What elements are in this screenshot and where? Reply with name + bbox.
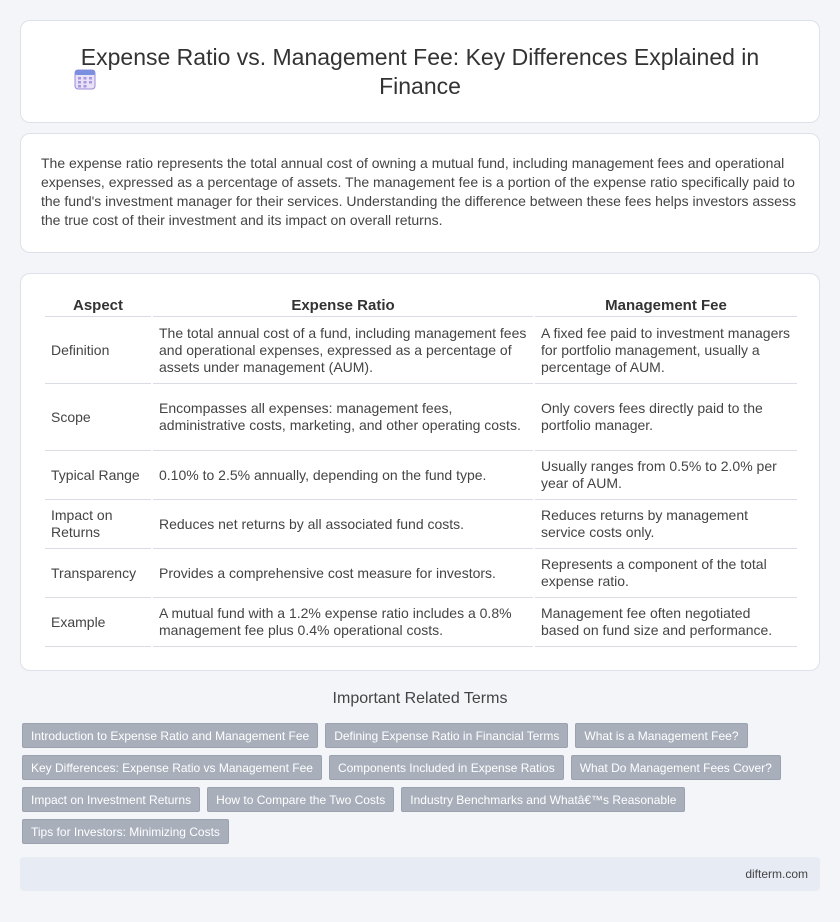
aspect-cell: Example <box>45 598 151 647</box>
related-term-tag[interactable]: Key Differences: Expense Ratio vs Management Fee <box>22 755 322 780</box>
related-terms-title: Important Related Terms <box>332 690 508 707</box>
expense-ratio-cell: Encompasses all expenses: management fees, administrative costs, marketing, and other operating costs. <box>153 384 533 451</box>
related-term-tag[interactable]: What Do Management Fees Cover? <box>571 755 781 780</box>
column-header-management-fee: Management Fee <box>535 294 797 317</box>
management-fee-cell: Management fee often negotiated based on fund size and performance. <box>535 598 797 647</box>
management-fee-cell: Reduces returns by management service costs only. <box>535 500 797 549</box>
footer-site-link[interactable]: difterm.com <box>745 867 808 881</box>
aspect-cell: Scope <box>45 384 151 451</box>
aspect-cell: Typical Range <box>45 451 151 500</box>
related-terms-list <box>0 723 840 844</box>
management-fee-cell: Usually ranges from 0.5% to 2.0% per year of AUM. <box>535 451 797 500</box>
table-header-row <box>45 294 797 317</box>
table-row <box>45 598 797 647</box>
expense-ratio-cell: A mutual fund with a 1.2% expense ratio includes a 0.8% management fee plus 0.4% operational costs. <box>153 598 533 647</box>
table-row <box>45 549 797 598</box>
related-term-tag[interactable]: How to Compare the Two Costs <box>207 787 394 812</box>
management-fee-cell: Only covers fees directly paid to the portfolio manager. <box>535 384 797 451</box>
table-row <box>45 384 797 451</box>
expense-ratio-cell: The total annual cost of a fund, including management fees and operational expenses, expressed as a percentage of assets under management (AUM). <box>153 317 533 384</box>
comparison-card <box>20 273 820 671</box>
aspect-cell: Transparency <box>45 549 151 598</box>
expense-ratio-cell: 0.10% to 2.5% annually, depending on the fund type. <box>153 451 533 500</box>
header-card <box>20 20 820 123</box>
footer <box>20 857 820 891</box>
related-term-tag[interactable]: Impact on Investment Returns <box>22 787 200 812</box>
table-row <box>45 317 797 384</box>
column-header-expense-ratio: Expense Ratio <box>153 294 533 317</box>
expense-ratio-cell: Provides a comprehensive cost measure for investors. <box>153 549 533 598</box>
aspect-cell: Definition <box>45 317 151 384</box>
management-fee-cell: Represents a component of the total expense ratio. <box>535 549 797 598</box>
related-term-tag[interactable]: Components Included in Expense Ratios <box>329 755 564 780</box>
intro-card <box>20 133 820 253</box>
page-title: Expense Ratio vs. Management Fee: Key Differences Explained in Finance <box>80 43 760 99</box>
table-row <box>45 500 797 549</box>
calendar-grid-icon <box>73 67 97 91</box>
related-term-tag[interactable]: Industry Benchmarks and Whatâ€™s Reasonable <box>401 787 685 812</box>
related-term-tag[interactable]: What is a Management Fee? <box>575 723 747 748</box>
related-term-tag[interactable]: Introduction to Expense Ratio and Management Fee <box>22 723 318 748</box>
expense-ratio-cell: Reduces net returns by all associated fund costs. <box>153 500 533 549</box>
intro-text: The expense ratio represents the total annual cost of owning a mutual fund, including management fees and operational expenses, expressed as a percentage of assets. The management fee is a portion of the expense ratio specifically paid to the fund's investment manager for their services. Understanding the difference between these fees helps investors assess the true cost of their investment and its impact on overall returns. <box>41 155 796 228</box>
related-terms-section <box>0 690 840 844</box>
column-header-aspect: Aspect <box>45 294 151 317</box>
related-term-tag[interactable]: Defining Expense Ratio in Financial Terms <box>325 723 568 748</box>
aspect-cell: Impact on Returns <box>45 500 151 549</box>
management-fee-cell: A fixed fee paid to investment managers for portfolio management, usually a percentage of AUM. <box>535 317 797 384</box>
comparison-table <box>43 294 799 647</box>
table-row <box>45 451 797 500</box>
related-term-tag[interactable]: Tips for Investors: Minimizing Costs <box>22 819 229 844</box>
